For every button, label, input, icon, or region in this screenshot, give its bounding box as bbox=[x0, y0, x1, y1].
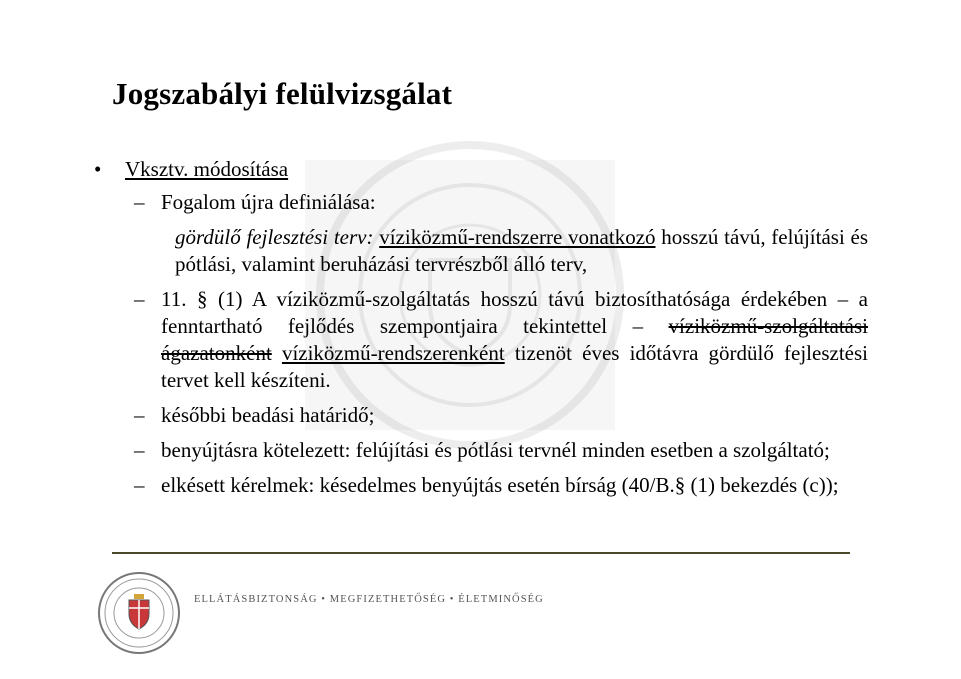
list-item-text: későbbi beadási határidő; bbox=[161, 403, 375, 427]
definition-underlined: víziközmű-rendszerre vonatkozó bbox=[379, 225, 656, 249]
bullet-mark: • bbox=[94, 157, 102, 181]
list-item bbox=[92, 402, 868, 429]
text-gap bbox=[272, 341, 282, 365]
list-item bbox=[92, 189, 868, 216]
slide-title: Jogszabályi felülvizsgálat bbox=[112, 76, 453, 111]
dash-mark: – bbox=[134, 438, 145, 462]
bullet-label: Vksztv. módosítása bbox=[125, 157, 289, 181]
list-item-text: benyújtásra kötelezett: felújítási és pótlási tervnél minden esetben a szolgáltató; bbox=[161, 438, 830, 462]
definition-rest: hosszú távú, felújítási és pótlási, valamint beruházási tervrészből álló terv, bbox=[175, 225, 869, 276]
bullet-item bbox=[92, 156, 868, 183]
struck-text: víziközmű-szolgáltatási ágazatonként bbox=[161, 314, 868, 365]
list-item-text: Fogalom újra definiálása: bbox=[161, 190, 376, 214]
paragraph-lead: 11. § (1) A víziközmű-szolgáltatás hosszú távú biztosíthatósága érdekében – a fenntartható fejlődés szempontjaira tekintettel – bbox=[161, 287, 868, 338]
magyar-energetikai-hivatal-seal-icon bbox=[96, 570, 182, 656]
dash-mark: – bbox=[134, 403, 145, 427]
list-item-text: elkésett kérelmek: késedelmes benyújtás esetén bírság (40/B.§ (1) bekezdés (c)); bbox=[161, 473, 839, 497]
footer-tagline: ELLÁTÁSBIZTONSÁG • MEGFIZETHETŐSÉG • ÉLETMINŐSÉG bbox=[194, 594, 544, 605]
list-item bbox=[92, 472, 868, 499]
definition-text bbox=[92, 224, 868, 278]
dash-mark: – bbox=[134, 287, 145, 311]
dash-mark: – bbox=[134, 190, 145, 214]
slide-content bbox=[92, 156, 868, 507]
list-item bbox=[92, 437, 868, 464]
paragraph-tail: tizenöt éves időtávra gördülő fejlesztési tervet kell készíteni. bbox=[161, 341, 868, 392]
definition-term: gördülő fejlesztési terv: bbox=[175, 225, 374, 249]
inserted-text: víziközmű-rendszerenként bbox=[281, 341, 505, 365]
paragraph-11 bbox=[92, 286, 868, 394]
dash-mark: – bbox=[134, 473, 145, 497]
footer-divider bbox=[112, 552, 850, 554]
